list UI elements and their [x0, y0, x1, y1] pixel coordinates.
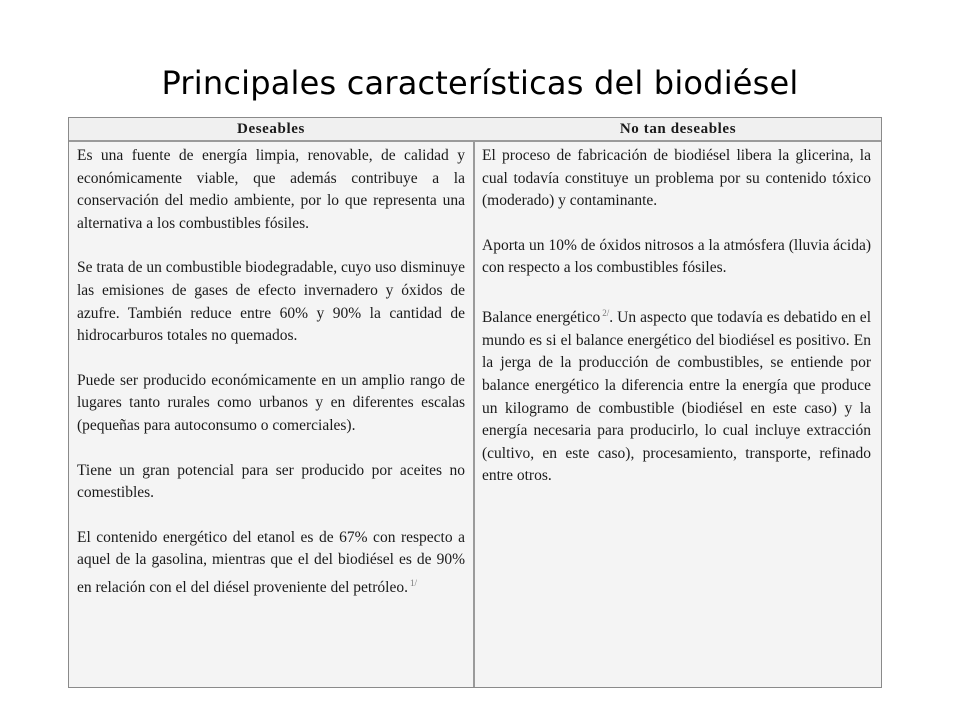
no-tan-deseables-item: Aporta un 10% de óxidos nitrosos a la atmósfera (lluvia ácida) con respecto a los combustibles fósiles. — [482, 236, 871, 277]
table-header-row — [69, 118, 881, 142]
header-no-tan-deseables: No tan deseables — [619, 121, 737, 137]
deseables-item: Puede ser producido económicamente en un amplio rango de lugares tanto rurales como urbanos y en diferentes escalas (pequeñas para autoconsumo o comerciales). — [77, 371, 465, 434]
column-divider — [473, 118, 475, 687]
column-deseables — [77, 145, 465, 683]
column-no-tan-deseables — [482, 145, 871, 683]
footnote-ref: 1/ — [409, 577, 417, 588]
deseables-item: Tiene un gran potencial para ser producido por aceites no comestibles. — [77, 461, 465, 502]
header-deseables: Deseables — [237, 121, 305, 137]
deseables-item: El contenido energético del etanol es de 67% con respecto a aquel de la gasolina, mientras que el del biodiésel es de 90% en relación con el del diésel proveniente del petróleo. $^{1/}$ — [77, 528, 465, 597]
characteristics-table — [68, 117, 882, 688]
slide-title: Principales características del biodiésel — [161, 64, 799, 102]
no-tan-deseables-item: Balance energético $^{2/}$. Un aspecto que todavía es debatido en el mundo es si el balance energético del biodiésel es positivo. En la jerga de la producción de combustibles, se entiende por balance energético la diferencia entre la energía que produce un kilogramo de combustible (biodiésel en este caso) y la energía necesaria para producirlo, lo cual incluye extracción (cultivo, en este caso), procesamiento, transporte, refinado entre otros. — [482, 307, 871, 485]
deseables-item: Es una fuente de energía limpia, renovable, de calidad y económicamente viable, que además contribuye a la conservación del medio ambiente, por lo que representa una alternativa a los combustibles fósiles. — [77, 147, 465, 232]
no-tan-deseables-item: El proceso de fabricación de biodiésel libera la glicerina, la cual todavía constituye un problema por su contenido tóxico (moderado) y contaminante. — [482, 147, 871, 210]
footnote-ref: 2/ — [602, 307, 610, 318]
deseables-item: Se trata de un combustible biodegradable, cuyo uso disminuye las emisiones de gases de efecto invernadero y óxidos de azufre. También reduce entre 60% y 90% la cantidad de hidrocarburos totales no quemados. — [77, 259, 465, 345]
